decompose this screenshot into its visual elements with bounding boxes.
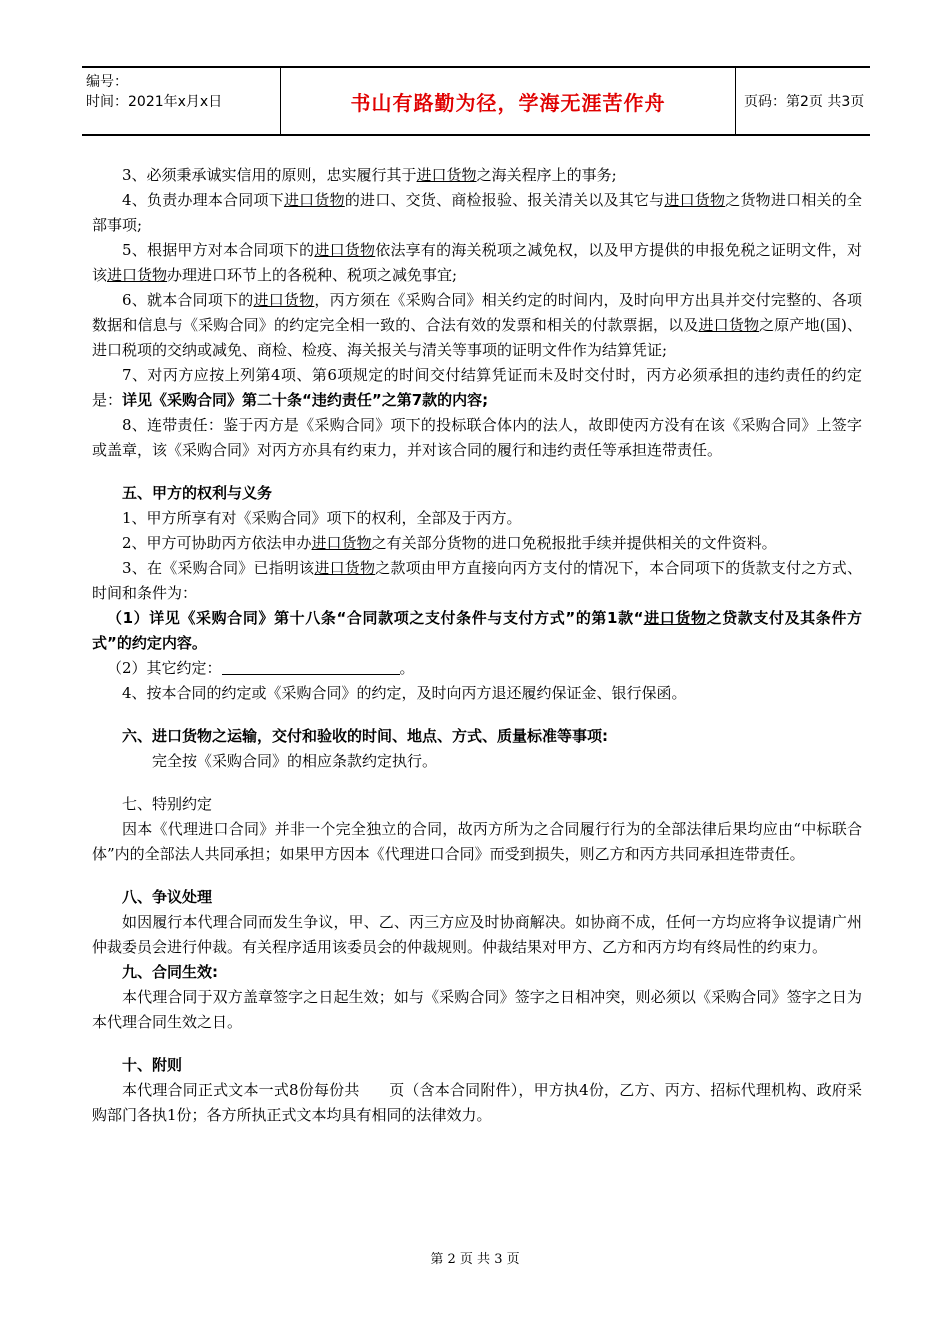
- blank-line: [222, 658, 400, 675]
- clause-4-7: 7、对丙方应按上列第4项、第6项规定的时间交付结算凭证而未及时交付时，丙方必须承担的违约责任的约定是：详见《采购合同》第二十条“违约责任”之第7款的内容;: [92, 366, 862, 409]
- clause-4-4: 4、负责办理本合同项下进口货物的进口、交货、商检报验、报关清关以及其它与进口货物之货物进口相关的全部事项;: [92, 191, 862, 234]
- clause-9-1: 本代理合同于双方盖章签字之日起生效；如与《采购合同》签字之日相冲突，则必须以《采购合同》签字之日为本代理合同生效之日。: [92, 988, 862, 1031]
- section-10-heading: 十、附则: [122, 1056, 183, 1074]
- clause-5-4: 4、按本合同的约定或《采购合同》的约定，及时向丙方退还履约保证金、银行保函。: [122, 684, 687, 702]
- section-5-heading: 五、甲方的权利与义务: [122, 484, 273, 502]
- document-body: [92, 163, 862, 1128]
- page-header: [82, 66, 870, 136]
- section-7-heading: 七、特别约定: [122, 795, 213, 813]
- clause-10-1: 本代理合同正式文本一式8份每份共 页（含本合同附件），甲方执4份，乙方、丙方、招标代理机构、政府采购部门各执1份；各方所执正式文本均具有相同的法律效力。: [92, 1081, 862, 1124]
- clause-5-3: 3、在《采购合同》已指明该进口货物之款项由甲方直接向丙方支付的情况下，本合同项下的货款支付之方式、时间和条件为：: [92, 559, 862, 602]
- section-8-heading: 八、争议处理: [122, 888, 213, 906]
- clause-4-6: 6、就本合同项下的进口货物，丙方须在《采购合同》相关约定的时间内，及时向甲方出具并交付完整的、各项数据和信息与《采购合同》的约定完全相一致的、合法有效的发票和相关的付款票据，以及进口货物之原产地(国)、进口税项的交纳或减免、商检、检疫、海关报关与清关等事项的证明文件作为结算凭证;: [92, 291, 862, 359]
- page-footer: 第 2 页 共 3 页: [430, 1252, 520, 1267]
- clause-4-5: 5、根据甲方对本合同项下的进口货物依法享有的海关税项之减免权，以及甲方提供的申报免税之证明文件，对该进口货物办理进口环节上的各税种、税项之减免事宜;: [92, 241, 862, 284]
- clause-5-2: 2、甲方可协助丙方依法申办进口货物之有关部分货物的进口免税报批手续并提供相关的文件资料。: [122, 534, 777, 552]
- section-6-heading: 六、进口货物之运输，交付和验收的时间、地点、方式、质量标准等事项:: [122, 727, 609, 745]
- clause-7-1: 因本《代理进口合同》并非一个完全独立的合同，故丙方所为之合同履行行为的全部法律后果均应由“中标联合体”内的全部法人共同承担；如果甲方因本《代理进口合同》而受到损失，则乙方和丙方共同承担连带责任。: [92, 820, 862, 863]
- clause-6-1: 完全按《采购合同》的相应条款约定执行。: [152, 752, 438, 770]
- header-time: 时间：2021年x月x日: [86, 94, 223, 110]
- header-motto-cell: [280, 68, 736, 134]
- clause-8-1: 如因履行本代理合同而发生争议，甲、乙、丙三方应及时协商解决。如协商不成，任何一方均应将争议提请广州仲裁委员会进行仲裁。有关程序适用该委员会的仲裁规则。仲裁结果对甲方、乙方和丙方均有终局性的约束力。: [92, 913, 862, 956]
- clause-5-3-2: （2）其它约定： 。: [107, 659, 415, 677]
- clause-5-3-1: （1）详见《采购合同》第十八条“合同款项之支付条件与支付方式”的第1款“进口货物之贷款支付及其条件方式”的约定内容。: [92, 609, 862, 652]
- header-page: 页码：第2页 共3页: [744, 94, 865, 110]
- clause-4-8: 8、连带责任：鉴于丙方是《采购合同》项下的投标联合体内的法人，故即使丙方没有在该《采购合同》上签字或盖章，该《采购合同》对丙方亦具有约束力，并对该合同的履行和违约责任等承担连带责任。: [92, 416, 862, 459]
- clause-4-3: 3、必须秉承诚实信用的原则，忠实履行其于进口货物之海关程序上的事务;: [122, 166, 617, 184]
- clause-5-1: 1、甲方所享有对《采购合同》项下的权利，全部及于丙方。: [122, 509, 522, 527]
- header-number: 编号：: [86, 74, 128, 90]
- header-meta: [82, 68, 280, 134]
- section-9-heading: 九、合同生效:: [122, 963, 218, 981]
- header-motto: 书山有路勤为径，学海无涯苦作舟: [350, 90, 666, 115]
